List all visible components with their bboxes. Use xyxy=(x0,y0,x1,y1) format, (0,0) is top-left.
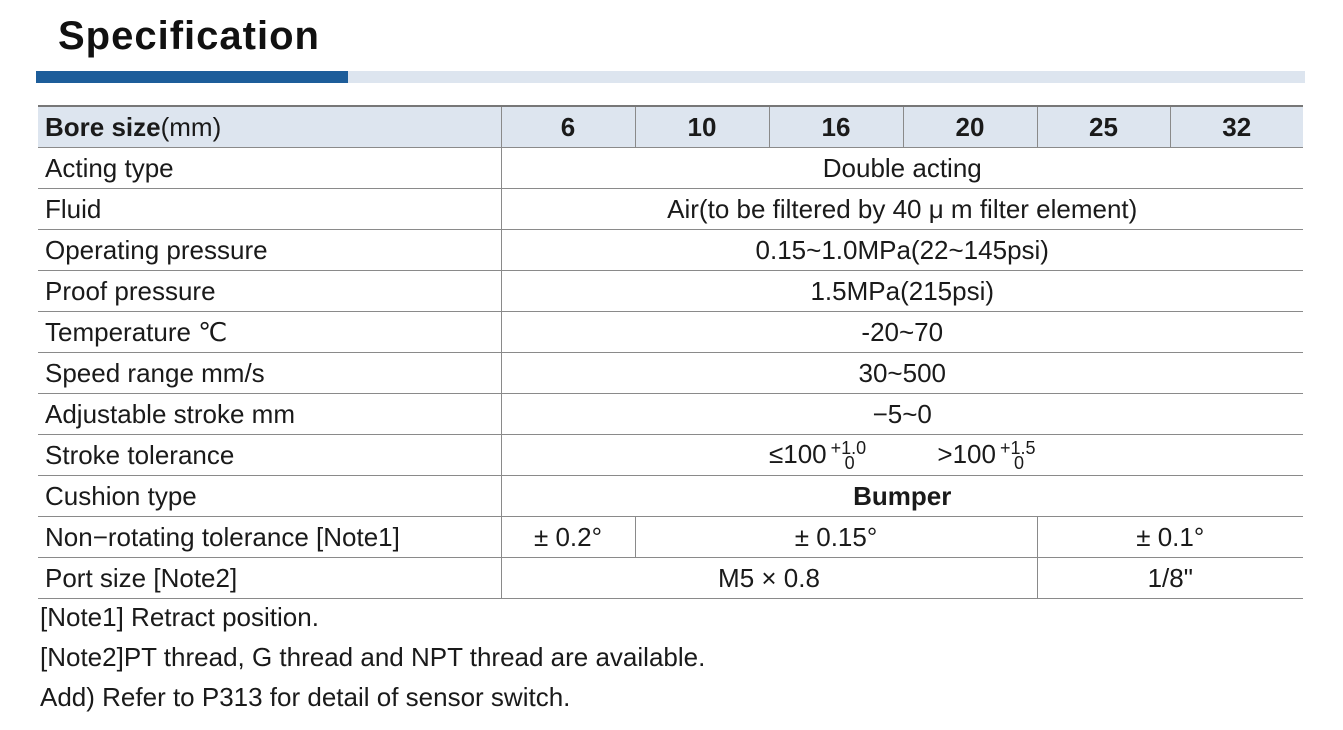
bore-size-20: 20 xyxy=(903,106,1037,148)
table-row xyxy=(38,435,1303,476)
port-size-value-6-20: M5 × 0.8 xyxy=(501,558,1037,599)
table-row xyxy=(38,476,1303,517)
stroke-tolerance-le: ≤100 +1.0 0 xyxy=(768,438,867,474)
table-row xyxy=(38,394,1303,435)
note-2: [Note2]PT thread, G thread and NPT thread are available. xyxy=(40,642,706,672)
row-label: Temperature ℃ xyxy=(38,312,501,353)
row-label: Proof pressure xyxy=(38,271,501,312)
bore-size-32: 32 xyxy=(1170,106,1303,148)
acting-type-value: Double acting xyxy=(501,148,1303,189)
specification-table xyxy=(38,105,1303,599)
note-1: [Note1] Retract position. xyxy=(40,602,319,632)
bore-size-label: Bore size(mm) xyxy=(38,106,501,148)
title-underline-rule xyxy=(348,71,1305,83)
row-label: Non−rotating tolerance [Note1] xyxy=(38,517,501,558)
table-row xyxy=(38,148,1303,189)
bore-size-10: 10 xyxy=(635,106,769,148)
speed-range-value: 30~500 xyxy=(501,353,1303,394)
temperature-value: -20~70 xyxy=(501,312,1303,353)
non-rotating-value-6: ± 0.2° xyxy=(501,517,635,558)
proof-pressure-value: 1.5MPa(215psi) xyxy=(501,271,1303,312)
row-label: Stroke tolerance xyxy=(38,435,501,476)
stroke-tolerance-value xyxy=(501,435,1303,476)
cushion-type-value: Bumper xyxy=(501,476,1303,517)
row-label: Fluid xyxy=(38,189,501,230)
table-row xyxy=(38,312,1303,353)
bore-size-25: 25 xyxy=(1037,106,1170,148)
table-row xyxy=(38,189,1303,230)
page-title: Specification xyxy=(58,14,320,58)
row-label: Acting type xyxy=(38,148,501,189)
stroke-tolerance-gt: >100 +1.5 0 xyxy=(937,438,1036,474)
bore-size-16: 16 xyxy=(769,106,903,148)
table-row xyxy=(38,271,1303,312)
adjustable-stroke-value: −5~0 xyxy=(501,394,1303,435)
note-add: Add) Refer to P313 for detail of sensor switch. xyxy=(40,682,571,712)
table-row xyxy=(38,230,1303,271)
row-label: Operating pressure xyxy=(38,230,501,271)
notes-section xyxy=(40,597,705,717)
table-row xyxy=(38,353,1303,394)
title-underline-accent xyxy=(36,71,348,83)
row-label: Cushion type xyxy=(38,476,501,517)
table-row xyxy=(38,517,1303,558)
non-rotating-value-25-32: ± 0.1° xyxy=(1037,517,1303,558)
row-label: Speed range mm/s xyxy=(38,353,501,394)
bore-size-6: 6 xyxy=(501,106,635,148)
table-row xyxy=(38,558,1303,599)
table-header-row xyxy=(38,106,1303,148)
operating-pressure-value: 0.15~1.0MPa(22~145psi) xyxy=(501,230,1303,271)
port-size-value-25-32: 1/8" xyxy=(1037,558,1303,599)
row-label: Adjustable stroke mm xyxy=(38,394,501,435)
non-rotating-value-10-20: ± 0.15° xyxy=(635,517,1037,558)
row-label: Port size [Note2] xyxy=(38,558,501,599)
fluid-value: Air(to be filtered by 40 μ m filter element) xyxy=(501,189,1303,230)
